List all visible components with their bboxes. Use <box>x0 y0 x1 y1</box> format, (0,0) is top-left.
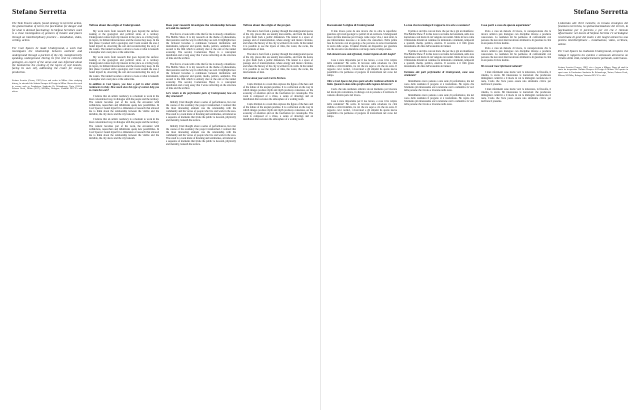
left-col3-question-2: Let's return to the performative parts of Underground, how are they structured? <box>166 92 236 99</box>
right-intro: L'attentato alle Torri Gemelle, la trovata strategica del fenomeno terrorista, la spettacolarizzazione del terrore, la fascinazione per il pericolo e per ciò che è ritenuto affascinante: nel lavoro di Stefano Serretta c'è un'indagine ravvicinata di gesti del teatro e dei luoghi attraverso una pratica interdisciplinare – installazione, video, scrittura, azione. <box>558 22 628 46</box>
left-col2-text-b: My work starts from research that goes beyond the surface: looking at the geological and political strata of a territory. Underground comes from my interest in the place as a living body, its layers, its hidden infrastructures and the stories they keep. In the first phase I worked with a geologist, and I went around the area I found myself in, observing the soil and reconstructing the story of the waters. The tunnel becomes a device to look at what is beneath: a metaphor and a real place at the same time. <box>89 56 159 81</box>
right-col1-heading: Raccontami l'origine di Underground <box>327 23 375 27</box>
left-col2-question-1: Tell me about the origin of Underground. <box>89 23 141 27</box>
right-col-3 <box>481 22 551 404</box>
left-col3-text: The first is a book with a title that for me is already a manifesto: The Bubble Show. It is my research on the theme of phenomena, their narrative and the way in which they are told. It highlights how the fictional becomes a continuous between institutions and instruments, temporal and spatial, media, politics, aesthetics. The second is the film which is entirely shot at the end of the tunnel economy. The second, Cornerstone Head, is a conceptual installation and a long essay that I wrote reflecting on the structure of time and the archive. <box>166 32 236 61</box>
right-col2-text: Il primo è un libro con un titolo che per me è già un manifesto: The Bubble Show. È la mia ricerca sul tema dei fenomeni, sulla loro narrazione e sul modo in cui vengono raccontati. Mette in luce come il finzionale diventi un continuo tra istituzioni e strumenti, temporali e spaziali, media, politica, estetica. Il secondo è il film girato interamente alla fine dell'economia del tunnel. <box>404 29 474 48</box>
right-col1-answer-2: Cosa è stato importante per il tuo lavoro, e cosa ti ha colpito della residenza? Ho scelto di lavorare sulla relazione tra città visibile e città invisibile, tra ciò che sta sopra e ciò che sta sotto. Il rapporto con i tecnici, i ricercatori e gli abitanti ha aperto nuove possibilità e ha permesso al progetto di trasformarsi nel corso del tempo. <box>327 59 397 78</box>
left-intro: The Twin Towers attack, found strategy in terrorist action, the glamorisation of terror, the fascination for danger and for what is deemed fascinating: In Stefano Serretta's work is a close investigation of gestures of theatre and places through an interdisciplinary practice – installation, video, writing, action. <box>12 22 82 43</box>
left-col3-text-b: The first is a book with a title that for me is already a manifesto: The Bubble Show. It is my research on the theme of phenomena, their narrative and the way in which they are told. It highlights how the fictional becomes a continuous between institutions and instruments, temporal and spatial, media, politics, aesthetics. The second is the film which is entirely shot at the end of the tunnel economy. The second, Cornerstone Head, is a conceptual installation and a long essay that I wrote reflecting on the structure of time and the archive. <box>166 62 236 90</box>
left-col4-answer-2b: Carrie Pershon is a work that explores the figure of the hero and of the failure of the utopian promise. It is a reflection on the way in which images produce myth and myth produces consensus, on the economy of attention and on the fascination for catastrophe. The work is composed of a video, a series of drawings and an installation that recreates the atmosphere of a waiting room. <box>243 103 313 122</box>
left-col3-question-1: Does your research investigate the relationship between art and its context? <box>166 23 236 31</box>
right-col-2 <box>404 22 474 404</box>
left-col2-question-2: In addition to Cool Spaces, you have a part in other artistic residencies in Italy. How much does this type of context help you to create the work? <box>89 83 159 93</box>
right-col1-answer-3b: Cosa è stato importante per il tuo lavoro, e cosa ti ha colpito della residenza? Ho scelto di lavorare sulla relazione tra città visibile e città invisibile, tra ciò che sta sopra e ciò che sta sotto. Il rapporto con i tecnici, i ricercatori e gli abitanti ha aperto nuove possibilità e ha permesso al progetto di trasformarsi nel corso del tempo. <box>327 99 397 119</box>
right-col1-answer-3: Credo che una residenza artistica sia un momento per lavorare nel modo più concentrato, in dialogo con le persone e il territorio. Il contesto diventa parte del lavoro. <box>327 88 397 98</box>
right-col2-question-1: La tua ricerca indaga il rapporto tra arte e contesto? <box>404 23 471 27</box>
left-col-4 <box>243 22 313 404</box>
right-col3-heading: Cosa porti a casa da questa esperienza? <box>481 23 531 27</box>
left-col-3 <box>166 22 236 404</box>
right-col1-question-3: Oltre a Cool Spaces hai preso parte ad altre residenze artistiche in Italia. Quanto ti aiuta nella specifica della ragione del lavoro? <box>327 79 397 86</box>
right-col1-question-2: Tali elementi sono stati affrontati, rivelati rispetto ad altri luoghi? <box>327 53 396 57</box>
left-col2-answer-2: I believe that an artistic residency is a moment to work in the most concentrated way, in dialogue with the people and the territory. The context becomes part of the work, the encounter with technicians, researchers and inhabitants opens new possibilities. In Cool Spaces I found myself in a dimension of research that allowed me to think about the relationship between the visible and the invisible, the city above and the city beneath. <box>89 94 159 116</box>
page-gutter <box>320 0 321 410</box>
left-col2-text: My work starts from research that goes beyond the surface: looking at the geological and political strata of a territory. Underground comes from my interest in the place as a living body, its layers, its hidden infrastructures and the stories they keep. In the first phase I worked with a geologist, and I went around the area I found myself in, observing the soil and reconstructing the story of the waters. The tunnel becomes a device to look at what is beneath: a metaphor and a real place at the same time. <box>89 29 159 54</box>
left-col3-answer-2: Initially I had thought about a series of performances, but over the course of the residency the project transformed. I realised that the most interesting element was the relationship with the community and the voices of people who live and work in the area. The result is a work made of listening and testimonies, articulated as a sequence of moments that invite the public to descend, physically and mentally, beneath the surface. <box>166 101 236 123</box>
right-intro-2: Per Cool Spaces ha realizzato Underground, un'opera che indaga il rapporto tra estetica e sottosuolo attraverso un ritratto della città, metaforicamente parlando, sotterranea. <box>558 49 628 61</box>
right-col-4 <box>558 22 628 404</box>
right-col2-answer-2b: Inizialmente avevo pensato a una serie di performance, ma nel corso della residenza il progetto si è trasformato. Ho capito che l'elemento più interessante era la relazione con la comunità e le voci delle persone che vivono e lavorano nella zona. <box>404 94 474 107</box>
right-col3-answer-2: I miei riferimenti sono molto vari: la letteratura, la filosofia, il cinema, la storia. Mi interessano le narrazioni che producono immaginari collettivi e il modo in cui le immagini costruiscono il reale. Credo che l'arte possa essere uno strumento critico per decifrare il presente. <box>481 70 551 86</box>
right-col3-question-2: Mi racconti i tuoi riferimenti culturali? <box>481 65 523 69</box>
right-col3-answer-2b: I miei riferimenti sono molto vari: la letteratura, la filosofia, il cinema, la storia. Mi interessano le narrazioni che producono immaginari collettivi e il modo in cui le immagini costruiscono il reale. Credo che l'arte possa essere uno strumento critico per decifrare il presente. <box>481 88 551 104</box>
right-col3-text-b: Porto a casa un metodo di lavoro, la consapevolezza che la ricerca artistica può dialogare con discipline diverse e produrre conoscenza. La residenza mi ha permesso di confrontarmi con persone che non avrei mai incontrato altrimenti e di guardare la città da un punto di vista inedito. <box>481 47 551 63</box>
left-bio: Stefano Serretta (Genoa, 1987) lives and works in Milan. After studying history, he attended the Istituto Europeo di Design in Milan. Shown his work in venues such as Fondazione Sandretto Re Rebaudengo, Turin (2016); Palazzo Reale, Milan (2017); MAMbo, Bologna; Viafarini DOCVA and others. <box>12 80 82 94</box>
right-page-artist-name: Stefano Serretta <box>573 7 628 16</box>
left-col4-text: The idea is born from a journey through the underground spaces of the city, places that are usually inaccessible, and from the desire to give them back a public dimension. The tunnel is a space of passage and of transformation, where energy and matter circulate, and where the history of the city is written in its walls. In the tunnel it is possible to see the layers of time, the water, the rocks, the interventions of man. <box>243 29 313 51</box>
left-col4-text-b: The idea is born from a journey through the underground spaces of the city, places that are usually inaccessible, and from the desire to give them back a public dimension. The tunnel is a space of passage and of transformation, where energy and matter circulate, and where the history of the city is written in its walls. In the tunnel it is possible to see the layers of time, the water, the rocks, the interventions of man. <box>243 53 313 75</box>
right-bio: Stefano Serretta (Genova, 1987) vive e lavora a Milano. Dopo gli studi in storia ha frequentato l'Istituto Europeo di Design di Milano. Ha esposto in spazi come la Fondazione Sandretto Re Rebaudengo, Torino; Palazzo Reale, Milano; MAMbo, Bologna; Viafarini DOCVA e altri. <box>558 66 628 77</box>
right-col1-text: Il mio lavoro parte da una ricerca che va oltre la superficie: guardare agli strati geologici e politici di un territorio. Underground nasce dal mio interesse per il luogo come corpo vivo, i suoi strati, le sue infrastrutture nascoste e le storie che custodisce. Nella prima fase ho lavorato con un geologo e ho percorso la zona ricostruendo la storia delle acque. Il tunnel diventa un dispositivo per guardare ciò che sta sotto: una metafora e un luogo reale al tempo stesso. <box>327 29 397 51</box>
right-col2-question-2: Torniamo alle parti performative di Underground, come sono strutturate? <box>404 71 474 78</box>
right-col3-text: Porto a casa un metodo di lavoro, la consapevolezza che la ricerca artistica può dialogare con discipline diverse e produrre conoscenza. La residenza mi ha permesso di confrontarmi con persone che non avrei mai incontrato altrimenti e di guardare la città da un punto di vista inedito. <box>481 29 551 45</box>
left-col4-question-1: Tell me about the origin of the project. <box>243 23 292 27</box>
left-col4-question-2: Tell me about your work Carrie Pershon. <box>243 77 286 81</box>
left-col-1 <box>12 22 82 404</box>
right-col2-answer-2: Inizialmente avevo pensato a una serie di performance, ma nel corso della residenza il progetto si è trasformato. Ho capito che l'elemento più interessante era la relazione con la comunità e le voci delle persone che vivono e lavorano nella zona. <box>404 79 474 92</box>
right-col2-text-b: Il primo è un libro con un titolo che per me è già un manifesto: The Bubble Show. È la mia ricerca sul tema dei fenomeni, sulla loro narrazione e sul modo in cui vengono raccontati. Mette in luce come il finzionale diventi un continuo tra istituzioni e strumenti, temporali e spaziali, media, politica, estetica. Il secondo è il film girato interamente alla fine dell'economia del tunnel. <box>404 50 474 69</box>
left-intro-2: For Cool Spaces he made Underground, a work that investigates the relationship between aesthetic and underground through a portrait of the city, metaphorically speaking, underground. During its first visit he collected geologist, an expert of the areas and was informed about the backstories the cooling of the layers of soil tunnels, facing its own self, addressing the crater for energy production. <box>12 45 82 74</box>
right-col-1 <box>327 22 397 404</box>
left-page-artist-name: Stefano Serretta <box>12 7 67 16</box>
left-col-2 <box>89 22 159 404</box>
left-col3-answer-2b: Initially I had thought about a series of performances, but over the course of the residency the project transformed. I realised that the most interesting element was the relationship with the community and the voices of people who live and work in the area. The result is a work made of listening and testimonies, articulated as a sequence of moments that invite the public to descend, physically and mentally, beneath the surface. <box>166 124 236 146</box>
left-col2-answer-2b: I believe that an artistic residency is a moment to work in the most concentrated way, in dialogue with the people and the territory. The context becomes part of the work, the encounter with technicians, researchers and inhabitants opens new possibilities. In Cool Spaces I found myself in a dimension of research that allowed me to think about the relationship between the visible and the invisible, the city above and the city beneath. <box>89 118 159 140</box>
left-col4-answer-2: Carrie Pershon is a work that explores the figure of the hero and of the failure of the utopian promise. It is a reflection on the way in which images produce myth and myth produces consensus, on the economy of attention and on the fascination for catastrophe. The work is composed of a video, a series of drawings and an installation that recreates the atmosphere of a waiting room. <box>243 82 313 101</box>
